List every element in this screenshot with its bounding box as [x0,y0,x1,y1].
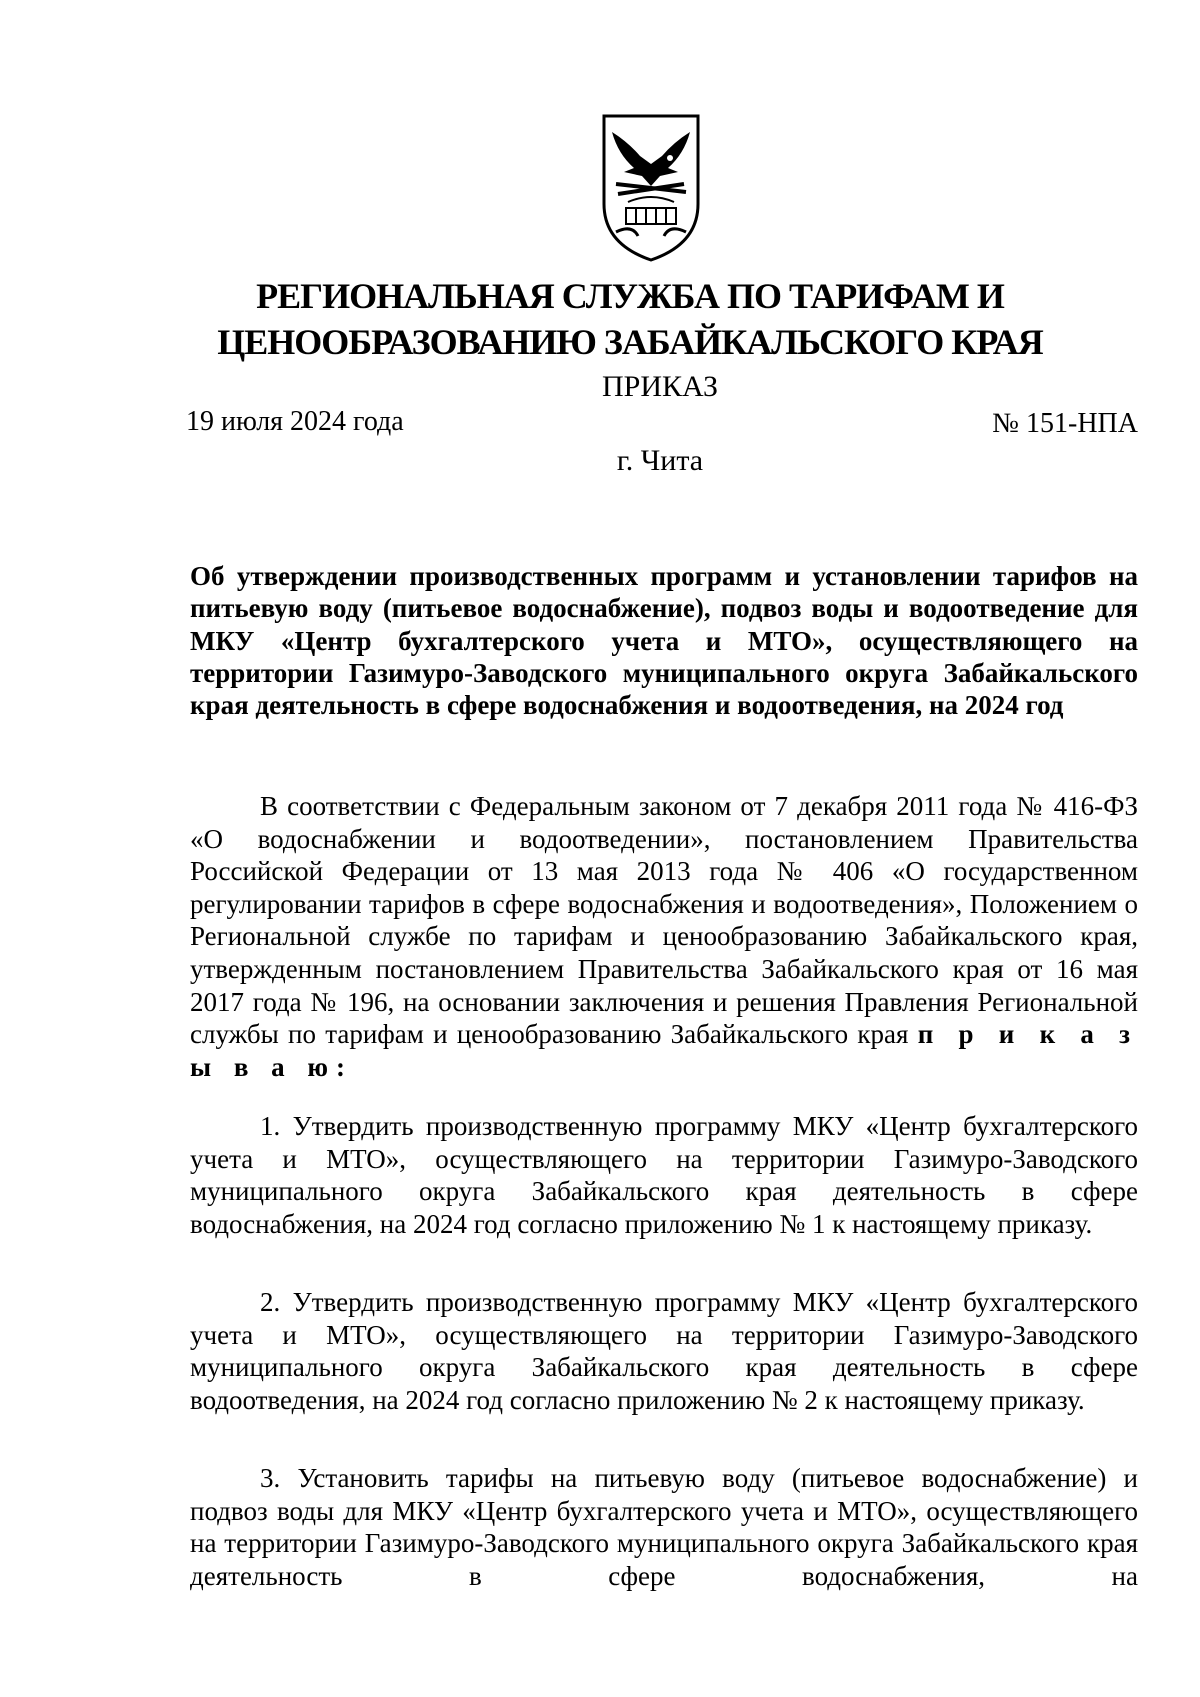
coat-of-arms-icon [598,112,704,264]
document-city: г. Чита [616,444,704,477]
document-date: 19 июля 2024 года [186,406,404,437]
organization-name [180,273,1080,365]
order-item-1: 1. Утвердить производственную программу МКУ «Центр бухгалтерского учета и МТО», осуществляющего на территории Газимуро-Заводского муниципального округа Забайкальского края деятельность в сфере водоснабжения, на 2024 год согласно приложению № 1 к настоящему приказу. [190,1111,1138,1239]
document-title: Об утверждении производственных программ и установлении тарифов на питьевую воду (питьевое водоснабжение), подвоз воды и водоотведение для МКУ «Центр бухгалтерского учета и МТО», осуществляющего на территории Газимуро-Заводского муниципального округа Забайкальского края деятельность в сфере водоснабжения и водоотведения, на 2024 год [190,561,1138,721]
document-number: № 151-НПА [992,408,1138,439]
order-item-2: 2. Утвердить производственную программу МКУ «Центр бухгалтерского учета и МТО», осуществляющего на территории Газимуро-Заводского муниципального округа Забайкальского края деятельность в сфере водоотведения, на 2024 год согласно приложению № 2 к настоящему приказу. [190,1287,1138,1415]
order-item-3: 3. Установить тарифы на питьевую воду (питьевое водоснабжение) и подвоз воды для МКУ «Центр бухгалтерского учета и МТО», осуществляющего на территории Газимуро-Заводского муниципального округа Забайкальского края деятельность в сфере водоснабжения, на [190,1463,1138,1591]
document-type: ПРИКАЗ [602,370,718,403]
organization-name-line-2: ЦЕНООБРАЗОВАНИЮ ЗАБАЙКАЛЬСКОГО КРАЯ [217,322,1043,362]
preamble-text: В соответствии с Федеральным законом от 7 декабря 2011 года № 416-ФЗ «О водоснабжении и водоотведении», постановлением Правительства Российской Федерации от 13 мая 2013 года № 406 «О государственном регулировании тарифов в сфере водоснабжения и водоотведения», Положением о Региональной службе по тарифам и ценообразованию Забайкальского края, утвержденным постановлением Правительства Забайкальского края от 16 мая 2017 года № 196, на основании заключения и решения Правления Региональной службы по тарифам и ценообразованию Забайкальского края [190,791,1138,1050]
preamble-paragraph [190,790,1138,1083]
command-word: п р и к а з ы в а ю: [190,1019,1139,1082]
organization-name-line-1: РЕГИОНАЛЬНАЯ СЛУЖБА ПО ТАРИФАМ И [256,276,1004,316]
